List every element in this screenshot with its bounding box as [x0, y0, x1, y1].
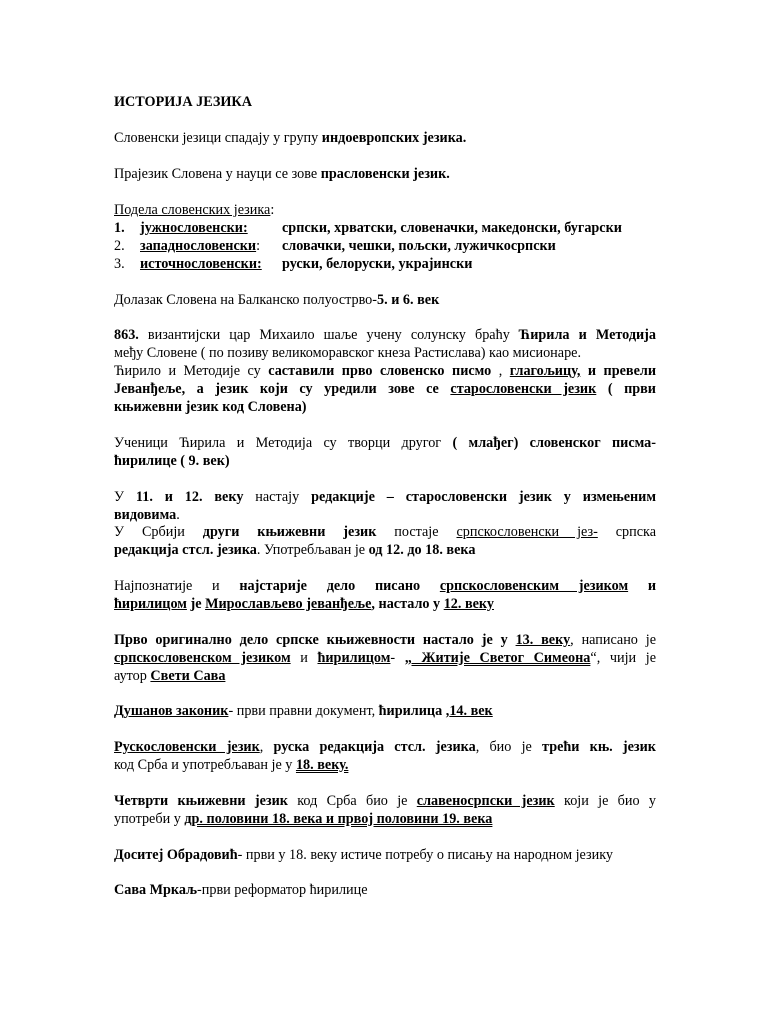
doc-title: ИСТОРИЈА ЈЕЗИКА [114, 94, 252, 110]
para-slavenoserbian-line2: употреби у др. половини 18. века и првој половини 19. века [114, 811, 493, 827]
para-sava-mrkalj: Сава Мркаљ-први реформатор ћирилице [114, 882, 368, 898]
para-russian-slavonic-line2: код Срба и употребљаван је у 18. веку. [114, 757, 349, 773]
division-heading: Подела словенских језика: [114, 202, 275, 218]
para-dositej: Доситеј Обрадовић- први у 18. веку истиче потребу о писању на народном језику [114, 847, 613, 863]
para-slavenoserbian-line1: Четврти књижевни језик код Срба био је славеносрпски језик који је био у [114, 793, 656, 809]
list-item-east-slavic: 3. источнословенски: руски, белоруски, украјински [114, 256, 473, 272]
para-redactions-line4: редакција стсл. језика. Употребљаван је од 12. до 18. века [114, 542, 476, 558]
para-miroslav-line1: Најпознатије и најстарије дело писано српскословенским језиком и [114, 578, 656, 594]
para-863-line2: међу Словене ( по позиву великоморавског кнеза Растислава) као мисионаре. [114, 345, 582, 361]
para-first-original-line2: српскословенском језиком и ћирилицом- „ Житије Светог Симеона“, чији је [114, 650, 656, 666]
para-863-line4: Јеванђеље, а језик који су уредили зове се старословенски језик ( први [114, 381, 656, 397]
para-miroslav-line2: ћирилицом је Мирослављево јеванђеље, настало у 12. веку [114, 596, 494, 612]
para-redactions-line3: У Србији други књижевни језик постаје српскословенски јез- српска [114, 524, 656, 540]
para-863-line3: Ћирило и Методије су саставили прво словенско писмо , глагољицу, и превели [114, 363, 656, 379]
para-redactions-line2: видовима. [114, 507, 180, 523]
para-redactions-line1: У 11. и 12. веку настају редакције – старословенски језик у измењеним [114, 489, 657, 505]
para-dusan-code: Душанов законик- први правни документ, ћирилица ,14. век [114, 703, 493, 719]
para-indoeuropean: Словенски језици спадају у групу индоевропских језика. [114, 130, 467, 146]
para-proto-slavic: Прајезик Словена у науци се зове прасловенски језик. [114, 166, 450, 182]
para-cyrillic-line2: ћирилице ( 9. век) [114, 453, 230, 469]
para-first-original-line3: аутор Свети Сава [114, 668, 226, 684]
para-863-line1: 863. византијски цар Михаило шаље учену солунску браћу Ћирила и Методија [114, 327, 656, 343]
para-arrival-balkans: Долазак Словена на Балканско полуострво-5. и 6. век [114, 292, 440, 308]
para-russian-slavonic-line1: Рускословенски језик, руска редакција стсл. језика, био је трећи књ. језик [114, 739, 656, 755]
para-first-original-line1: Прво оригинално дело српске књижевности настало је у 13. веку, написано је [114, 632, 656, 648]
list-item-west-slavic: 2. западнословенски: словачки, чешки, пољски, лужичкосрпски [114, 238, 556, 254]
para-cyrillic-line1: Ученици Ћирила и Методија су творци другог ( млађег) словенског писма- [114, 435, 657, 451]
list-item-south-slavic: 1. јужнословенски: српски, хрватски, словеначки, македонски, бугарски [114, 220, 622, 236]
para-863-line5: књижевни језик код Словена) [114, 399, 307, 415]
